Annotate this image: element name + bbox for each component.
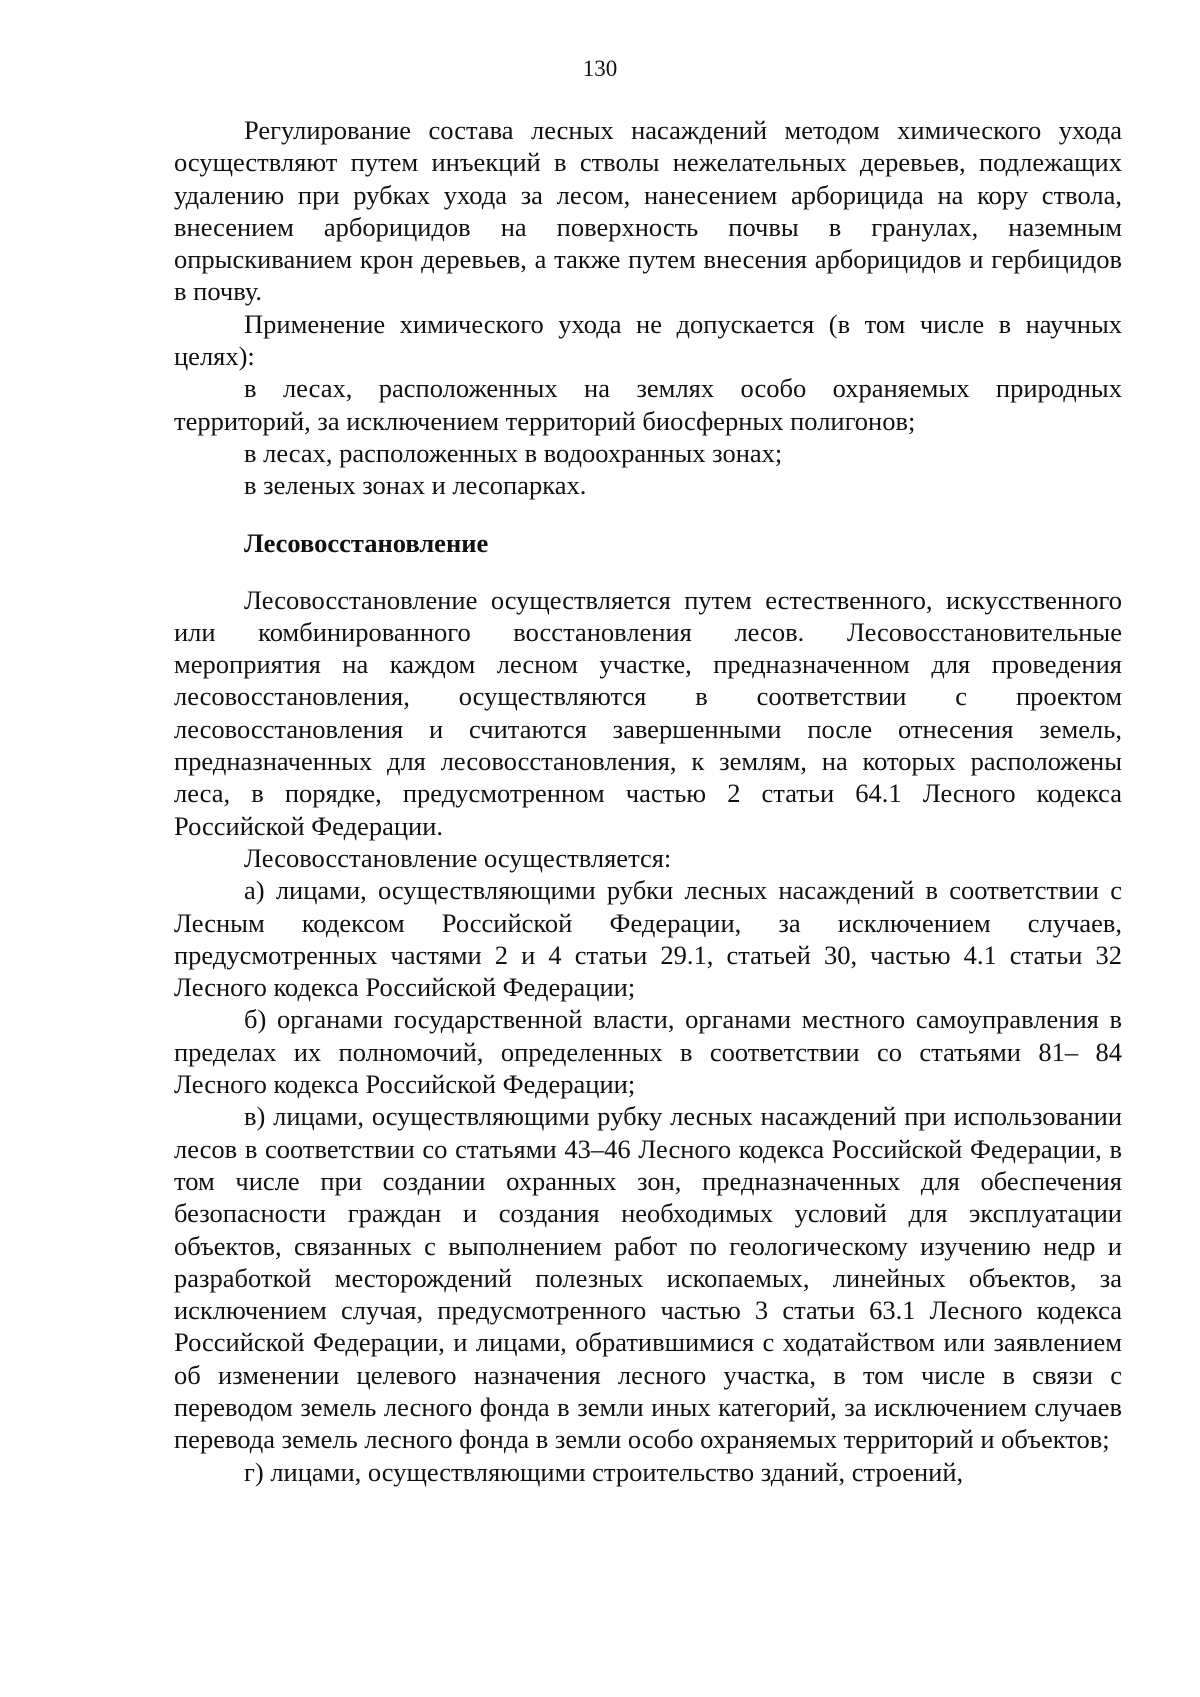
paragraph-reforestation-performed-by: Лесовосстановление осуществляется: (244, 842, 672, 873)
page-body (174, 114, 1122, 1488)
list-item-b: б) органами государственной власти, органами местного самоуправления в пределах их полномочий, определенных в соответствии со статьями 81– 84 Лесного кодекса Российской Федерации; (174, 1004, 1122, 1100)
paragraph-reforestation-methods: Лесовосстановление осуществляется путем естественного, искусственного или комбинированного восстановления лесов. Лесовосстановительные мероприятия на каждом лесном участке, предназначенном для проведения лесовосстановления, осуществляются в соответствии с проектом лесовосстановления и считаются завершенными после отнесения земель, предназначенных для лесовосстановления, к землям, на которых расположены леса, в порядке, предусмотренном частью 2 статьи 64.1 Лесного кодекса Российской Федерации. (174, 584, 1122, 841)
paragraph-chemical-care: Регулирование состава лесных насаждений методом химического ухода осуществляют путем инъекций в стволы нежелательных деревьев, подлежащих удалению при рубках ухода за лесом, нанесением арборицида на кору ствола, внесением арборицидов на поверхность почвы в гранулах, наземным опрыскиванием крон деревьев, а также путем внесения арборицидов и гербицидов в почву. (174, 115, 1122, 307)
paragraph-chemical-prohibited: Применение химического ухода не допускается (в том числе в научных целях): (174, 308, 1122, 372)
section-heading-reforestation: Лесовосстановление (244, 527, 489, 558)
list-item-a: а) лицами, осуществляющими рубки лесных насаждений в соответствии с Лесным кодексом Российской Федерации, за исключением случаев, предусмотренных частями 2 и 4 статьи 29.1, статьей 30, частью 4.1 статьи 32 Лесного кодекса Российской Федерации; (174, 875, 1122, 1003)
list-item-g: г) лицами, осуществляющими строительство зданий, строений, (244, 1456, 964, 1487)
list-item-water-protection-zones: в лесах, расположенных в водоохранных зонах; (244, 437, 783, 468)
page-number: 130 (582, 56, 618, 81)
list-item-green-zones: в зеленых зонах и лесопарках. (244, 470, 587, 501)
list-item-v: в) лицами, осуществляющими рубку лесных насаждений при использовании лесов в соответствии со статьями 43–46 Лесного кодекса Российской Федерации, в том числе при создании охранных зон, предназначенных для обеспечения безопасности граждан и создания необходимых условий для эксплуатации объектов, связанных с выполнением работ по геологическому изучению недр и разработкой месторождений полезных ископаемых, линейных объектов, за исключением случая, предусмотренного частью 3 статьи 63.1 Лесного кодекса Российской Федерации, и лицами, обратившимися с ходатайством или заявлением об изменении целевого назначения лесного участка, в том числе в связи с переводом земель лесного фонда в земли иных категорий, за исключением случаев перевода земель лесного фонда в земли особо охраняемых территорий и объектов; (174, 1101, 1122, 1455)
list-item-protected-territories: в лесах, расположенных на землях особо охраняемых природных территорий, за исключением территорий биосферных полигонов; (174, 373, 1122, 436)
